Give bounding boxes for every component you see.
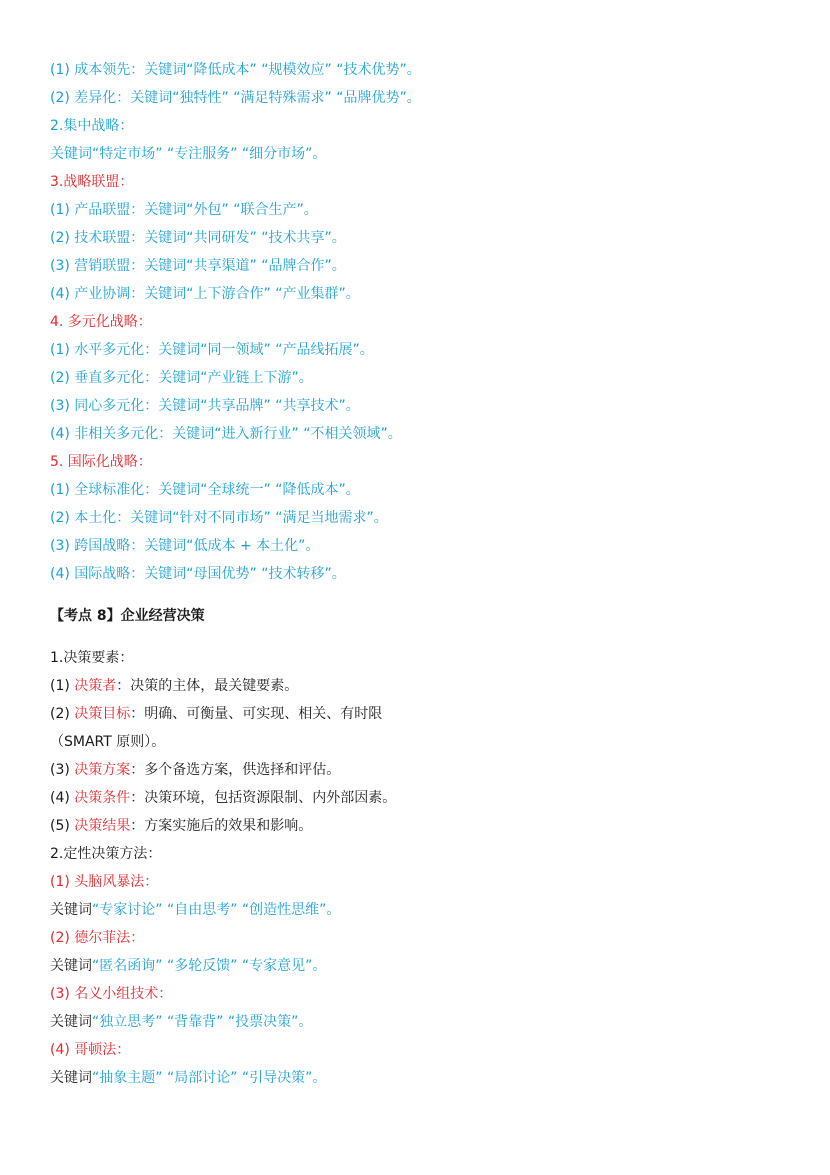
concentric-diversification-line-text-0: (3) 同心多元化：关键词“共享品牌” “共享技术”。: [50, 398, 360, 414]
cost-leadership-line-text-0: (1) 成本领先：关键词“降低成本” “规模效应” “技术优势”。: [50, 62, 421, 78]
vertical-diversification-line: [50, 364, 790, 392]
industry-coordination-line: [50, 280, 790, 308]
decision-maker-line: [50, 672, 790, 700]
diversification-heading: [50, 308, 790, 336]
concentric-diversification-line: [50, 392, 790, 420]
decision-goal-line-text-0: (2): [50, 706, 75, 722]
gordon-keywords-text-0: 关键词: [50, 1070, 92, 1086]
decision-maker-line-text-1: 决策者: [74, 678, 117, 694]
focus-strategy-heading: [50, 112, 790, 140]
differentiation-line: [50, 84, 790, 112]
nominal-group-keywords: [50, 1008, 790, 1036]
nominal-group-keywords-text-0: 关键词: [50, 1014, 92, 1030]
marketing-alliance-line: [50, 252, 790, 280]
internationalization-heading: [50, 448, 790, 476]
decision-result-line-text-2: ：方案实施后的效果和影响。: [130, 818, 313, 834]
delphi-keywords: [50, 952, 790, 980]
international-line-text-0: (4) 国际战略：关键词“母国优势” “技术转移”。: [50, 566, 346, 582]
horizontal-diversification-line-text-0: (1) 水平多元化：关键词“同一领域” “产品线拓展”。: [50, 342, 374, 358]
nominal-group-heading-text-0: (3) 名义小组技术：: [50, 986, 173, 1002]
section-heading-8-text-0: 【考点 8】企业经营决策: [50, 608, 205, 624]
decision-result-line-text-0: (5): [50, 818, 75, 834]
qualitative-methods-heading-text-0: 2.定性决策方法：: [50, 846, 162, 862]
decision-result-line: [50, 812, 790, 840]
decision-condition-line-text-2: ：决策环境，包括资源限制、内外部因素。: [130, 790, 397, 806]
delphi-keywords-text-0: 关键词: [50, 958, 92, 974]
unrelated-diversification-line-text-0: (4) 非相关多元化：关键词“进入新行业” “不相关领域”。: [50, 426, 402, 442]
differentiation-line-text-0: (2) 差异化：关键词“独特性” “满足特殊需求” “品牌优势”。: [50, 90, 421, 106]
gordon-heading-text-0: (4) 哥顿法：: [50, 1042, 131, 1058]
decision-maker-line-text-0: (1): [50, 678, 75, 694]
decision-result-line-text-1: 决策结果: [74, 818, 131, 834]
localization-line-text-0: (2) 本土化：关键词“针对不同市场” “满足当地需求”。: [50, 510, 388, 526]
qualitative-methods-heading: [50, 840, 790, 868]
focus-strategy-keywords: [50, 140, 790, 168]
delphi-heading: [50, 924, 790, 952]
brainstorming-heading: [50, 868, 790, 896]
gap: [50, 630, 790, 644]
tech-alliance-line-text-0: (2) 技术联盟：关键词“共同研发” “技术共享”。: [50, 230, 346, 246]
internationalization-heading-text-0: 5. 国际化战略：: [50, 454, 152, 470]
brainstorming-keywords-text-0: 关键词: [50, 902, 92, 918]
transnational-line-text-0: (3) 跨国战略：关键词“低成本 + 本土化”。: [50, 538, 320, 554]
strategic-alliance-heading-text-0: 3.战略联盟：: [50, 174, 134, 190]
gap: [50, 588, 790, 602]
decision-plan-line: [50, 756, 790, 784]
transnational-line: [50, 532, 790, 560]
industry-coordination-line-text-0: (4) 产业协调：关键词“上下游合作” “产业集群”。: [50, 286, 360, 302]
focus-strategy-heading-text-0: 2.集中战略：: [50, 118, 134, 134]
nominal-group-keywords-text-1: “独立思考” “背靠背” “投票决策”。: [92, 1014, 313, 1030]
international-line: [50, 560, 790, 588]
document-page: [50, 56, 790, 1092]
gordon-keywords: [50, 1064, 790, 1092]
decision-maker-line-text-2: ：决策的主体，最关键要素。: [116, 678, 299, 694]
global-standardization-line: [50, 476, 790, 504]
tech-alliance-line: [50, 224, 790, 252]
cost-leadership-line: [50, 56, 790, 84]
decision-elements-heading-text-0: 1.决策要素：: [50, 650, 134, 666]
decision-condition-line-text-1: 决策条件: [74, 790, 131, 806]
delphi-keywords-text-1: “匿名函询” “多轮反馈” “专家意见”。: [92, 958, 327, 974]
decision-plan-line-text-2: ：多个备选方案，供选择和评估。: [130, 762, 341, 778]
gordon-keywords-text-1: “抽象主题” “局部讨论” “引导决策”。: [92, 1070, 327, 1086]
decision-plan-line-text-0: (3): [50, 762, 75, 778]
section-heading-8: [50, 602, 790, 630]
brainstorming-keywords-text-1: “专家讨论” “自由思考” “创造性思维”。: [92, 902, 341, 918]
brainstorming-heading-text-0: (1) 头脑风暴法：: [50, 874, 159, 890]
product-alliance-line: [50, 196, 790, 224]
nominal-group-heading: [50, 980, 790, 1008]
global-standardization-line-text-0: (1) 全球标准化：关键词“全球统一” “降低成本”。: [50, 482, 360, 498]
smart-principle-line-text-0: （SMART 原则）。: [50, 734, 166, 750]
strategic-alliance-heading: [50, 168, 790, 196]
smart-principle-line: [50, 728, 790, 756]
horizontal-diversification-line: [50, 336, 790, 364]
localization-line: [50, 504, 790, 532]
decision-goal-line: [50, 700, 790, 728]
diversification-heading-text-0: 4. 多元化战略：: [50, 314, 152, 330]
decision-condition-line-text-0: (4): [50, 790, 75, 806]
delphi-heading-text-0: (2) 德尔菲法：: [50, 930, 145, 946]
decision-plan-line-text-1: 决策方案: [74, 762, 131, 778]
marketing-alliance-line-text-0: (3) 营销联盟：关键词“共享渠道” “品牌合作”。: [50, 258, 346, 274]
decision-elements-heading: [50, 644, 790, 672]
gordon-heading: [50, 1036, 790, 1064]
decision-goal-line-text-1: 决策目标: [74, 706, 131, 722]
decision-goal-line-text-2: ：明确、可衡量、可实现、相关、有时限: [130, 706, 383, 722]
focus-strategy-keywords-text-0: 关键词“特定市场” “专注服务” “细分市场”。: [50, 146, 327, 162]
unrelated-diversification-line: [50, 420, 790, 448]
vertical-diversification-line-text-0: (2) 垂直多元化：关键词“产业链上下游”。: [50, 370, 313, 386]
decision-condition-line: [50, 784, 790, 812]
product-alliance-line-text-0: (1) 产品联盟：关键词“外包” “联合生产”。: [50, 202, 318, 218]
brainstorming-keywords: [50, 896, 790, 924]
